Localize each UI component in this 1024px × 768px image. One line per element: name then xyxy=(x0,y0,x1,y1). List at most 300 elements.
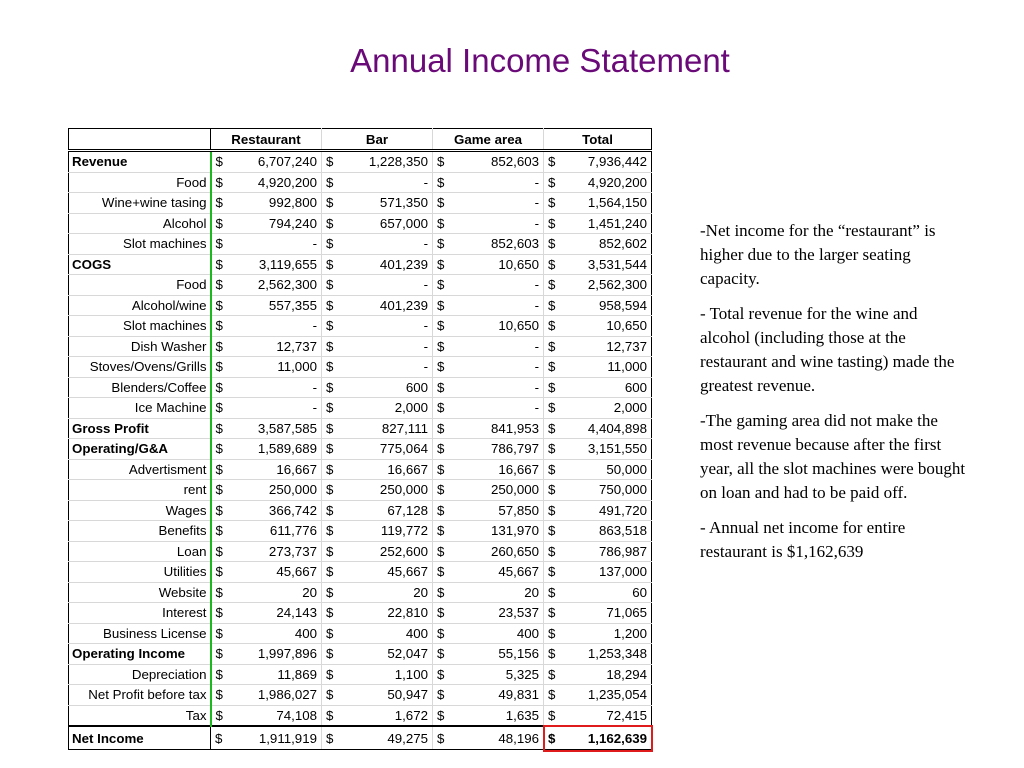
currency-symbol: $ xyxy=(211,418,227,439)
currency-symbol: $ xyxy=(433,500,449,521)
amount-cell: 20 xyxy=(449,582,544,603)
table-row xyxy=(69,664,652,685)
amount-cell: 657,000 xyxy=(338,213,433,234)
currency-symbol: $ xyxy=(211,151,227,173)
currency-symbol: $ xyxy=(211,480,227,501)
currency-symbol: $ xyxy=(544,459,560,480)
currency-symbol: $ xyxy=(544,295,560,316)
amount-cell: 1,235,054 xyxy=(560,685,652,706)
amount-cell: 250,000 xyxy=(338,480,433,501)
amount-cell: - xyxy=(227,377,322,398)
currency-symbol: $ xyxy=(322,172,338,193)
currency-symbol: $ xyxy=(211,213,227,234)
currency-symbol: $ xyxy=(322,644,338,665)
amount-cell: 827,111 xyxy=(338,418,433,439)
currency-symbol: $ xyxy=(544,603,560,624)
currency-symbol: $ xyxy=(544,213,560,234)
amount-cell: 1,200 xyxy=(560,623,652,644)
amount-cell: 400 xyxy=(449,623,544,644)
currency-symbol: $ xyxy=(211,603,227,624)
currency-symbol: $ xyxy=(433,705,449,726)
row-label: Wages xyxy=(69,500,211,521)
currency-symbol: $ xyxy=(433,275,449,296)
currency-symbol: $ xyxy=(211,398,227,419)
amount-cell: 775,064 xyxy=(338,439,433,460)
row-label: Slot machines xyxy=(69,234,211,255)
currency-symbol: $ xyxy=(433,726,449,750)
currency-symbol: $ xyxy=(433,151,449,173)
table-row xyxy=(69,500,652,521)
table-row xyxy=(69,726,652,750)
amount-cell: 571,350 xyxy=(338,193,433,214)
row-label: Food xyxy=(69,275,211,296)
amount-cell: 10,650 xyxy=(560,316,652,337)
row-label: Blenders/Coffee xyxy=(69,377,211,398)
currency-symbol: $ xyxy=(544,705,560,726)
currency-symbol: $ xyxy=(544,418,560,439)
currency-symbol: $ xyxy=(211,500,227,521)
income-statement-table xyxy=(68,128,652,750)
amount-cell: 491,720 xyxy=(560,500,652,521)
amount-cell: - xyxy=(449,295,544,316)
currency-symbol: $ xyxy=(211,172,227,193)
currency-symbol: $ xyxy=(211,644,227,665)
amount-cell: 48,196 xyxy=(449,726,544,750)
amount-cell: 1,564,150 xyxy=(560,193,652,214)
amount-cell: 1,635 xyxy=(449,705,544,726)
currency-symbol: $ xyxy=(433,377,449,398)
currency-symbol: $ xyxy=(544,521,560,542)
currency-symbol: $ xyxy=(211,705,227,726)
amount-cell: 11,000 xyxy=(227,357,322,378)
currency-symbol: $ xyxy=(544,275,560,296)
currency-symbol: $ xyxy=(211,357,227,378)
amount-cell: 841,953 xyxy=(449,418,544,439)
amount-cell: - xyxy=(338,357,433,378)
currency-symbol: $ xyxy=(211,295,227,316)
amount-cell: - xyxy=(227,316,322,337)
amount-cell: 2,000 xyxy=(338,398,433,419)
currency-symbol: $ xyxy=(544,562,560,583)
table-row xyxy=(69,295,652,316)
table-row xyxy=(69,398,652,419)
row-label: Ice Machine xyxy=(69,398,211,419)
currency-symbol: $ xyxy=(544,151,560,173)
amount-cell: 600 xyxy=(338,377,433,398)
table-row xyxy=(69,582,652,603)
amount-cell: 958,594 xyxy=(560,295,652,316)
amount-cell: 366,742 xyxy=(227,500,322,521)
currency-symbol: $ xyxy=(544,254,560,275)
currency-symbol: $ xyxy=(322,726,338,750)
amount-cell: 4,404,898 xyxy=(560,418,652,439)
row-label: Advertisment xyxy=(69,459,211,480)
amount-cell: - xyxy=(338,316,433,337)
table-row xyxy=(69,562,652,583)
table-row xyxy=(69,459,652,480)
amount-cell: 16,667 xyxy=(338,459,433,480)
currency-symbol: $ xyxy=(322,254,338,275)
amount-cell: 1,100 xyxy=(338,664,433,685)
currency-symbol: $ xyxy=(211,664,227,685)
amount-cell: 3,151,550 xyxy=(560,439,652,460)
currency-symbol: $ xyxy=(211,377,227,398)
amount-cell: 786,987 xyxy=(560,541,652,562)
amount-cell: 60 xyxy=(560,582,652,603)
row-label: Alcohol xyxy=(69,213,211,234)
amount-cell: - xyxy=(338,275,433,296)
amount-cell: 4,920,200 xyxy=(560,172,652,193)
currency-symbol: $ xyxy=(433,521,449,542)
amount-cell: 3,587,585 xyxy=(227,418,322,439)
row-label: rent xyxy=(69,480,211,501)
amount-cell: 1,228,350 xyxy=(338,151,433,173)
amount-cell: 400 xyxy=(227,623,322,644)
amount-cell: 74,108 xyxy=(227,705,322,726)
currency-symbol: $ xyxy=(322,295,338,316)
currency-symbol: $ xyxy=(544,480,560,501)
table-row xyxy=(69,172,652,193)
amount-cell: 20 xyxy=(338,582,433,603)
amount-cell: 250,000 xyxy=(227,480,322,501)
header-blank xyxy=(69,129,211,151)
amount-cell: 16,667 xyxy=(227,459,322,480)
table-row xyxy=(69,644,652,665)
amount-cell: 1,997,896 xyxy=(227,644,322,665)
currency-symbol: $ xyxy=(544,439,560,460)
amount-cell: 1,911,919 xyxy=(227,726,322,750)
amount-cell: 260,650 xyxy=(449,541,544,562)
amount-cell: 750,000 xyxy=(560,480,652,501)
currency-symbol: $ xyxy=(544,644,560,665)
amount-cell: 22,810 xyxy=(338,603,433,624)
amount-cell: - xyxy=(449,336,544,357)
currency-symbol: $ xyxy=(433,480,449,501)
currency-symbol: $ xyxy=(322,480,338,501)
amount-cell: - xyxy=(227,398,322,419)
currency-symbol: $ xyxy=(433,664,449,685)
currency-symbol: $ xyxy=(433,357,449,378)
amount-cell: 1,589,689 xyxy=(227,439,322,460)
currency-symbol: $ xyxy=(433,316,449,337)
amount-cell: 49,275 xyxy=(338,726,433,750)
amount-cell: 45,667 xyxy=(338,562,433,583)
currency-symbol: $ xyxy=(544,316,560,337)
currency-symbol: $ xyxy=(322,316,338,337)
row-label: Interest xyxy=(69,603,211,624)
currency-symbol: $ xyxy=(433,439,449,460)
currency-symbol: $ xyxy=(322,151,338,173)
amount-cell: 401,239 xyxy=(338,295,433,316)
amount-cell: 852,602 xyxy=(560,234,652,255)
currency-symbol: $ xyxy=(544,541,560,562)
currency-symbol: $ xyxy=(433,213,449,234)
amount-cell: 119,772 xyxy=(338,521,433,542)
amount-cell: 786,797 xyxy=(449,439,544,460)
currency-symbol: $ xyxy=(322,562,338,583)
amount-cell: 3,119,655 xyxy=(227,254,322,275)
amount-cell: 131,970 xyxy=(449,521,544,542)
amount-cell: 992,800 xyxy=(227,193,322,214)
amount-cell: 10,650 xyxy=(449,254,544,275)
amount-cell: 12,737 xyxy=(560,336,652,357)
page-title: Annual Income Statement xyxy=(350,42,730,79)
amount-cell: 2,000 xyxy=(560,398,652,419)
currency-symbol: $ xyxy=(544,664,560,685)
amount-cell: 273,737 xyxy=(227,541,322,562)
currency-symbol: $ xyxy=(433,603,449,624)
amount-cell: 4,920,200 xyxy=(227,172,322,193)
amount-cell: 137,000 xyxy=(560,562,652,583)
row-label: Website xyxy=(69,582,211,603)
amount-cell: 52,047 xyxy=(338,644,433,665)
row-label: Operating/G&A xyxy=(69,439,211,460)
amount-cell: - xyxy=(449,398,544,419)
currency-symbol: $ xyxy=(211,521,227,542)
currency-symbol: $ xyxy=(544,726,560,750)
amount-cell: 10,650 xyxy=(449,316,544,337)
currency-symbol: $ xyxy=(433,685,449,706)
row-label: Net Income xyxy=(69,726,211,750)
currency-symbol: $ xyxy=(211,193,227,214)
currency-symbol: $ xyxy=(544,357,560,378)
amount-cell: 45,667 xyxy=(449,562,544,583)
table-row xyxy=(69,357,652,378)
currency-symbol: $ xyxy=(322,582,338,603)
currency-symbol: $ xyxy=(433,336,449,357)
amount-cell: 250,000 xyxy=(449,480,544,501)
currency-symbol: $ xyxy=(211,582,227,603)
amount-cell: 6,707,240 xyxy=(227,151,322,173)
currency-symbol: $ xyxy=(211,234,227,255)
amount-cell: 400 xyxy=(338,623,433,644)
amount-cell: 5,325 xyxy=(449,664,544,685)
amount-cell: - xyxy=(449,193,544,214)
amount-cell: - xyxy=(338,172,433,193)
amount-cell: 252,600 xyxy=(338,541,433,562)
amount-cell: 1,451,240 xyxy=(560,213,652,234)
table-header-row xyxy=(69,129,652,151)
currency-symbol: $ xyxy=(544,398,560,419)
amount-cell: 45,667 xyxy=(227,562,322,583)
table-row xyxy=(69,541,652,562)
amount-cell: 12,737 xyxy=(227,336,322,357)
amount-cell: 611,776 xyxy=(227,521,322,542)
currency-symbol: $ xyxy=(211,541,227,562)
amount-cell: 2,562,300 xyxy=(560,275,652,296)
currency-symbol: $ xyxy=(322,275,338,296)
currency-symbol: $ xyxy=(544,193,560,214)
row-label: Tax xyxy=(69,705,211,726)
table-row xyxy=(69,521,652,542)
amount-cell: 600 xyxy=(560,377,652,398)
row-label: Loan xyxy=(69,541,211,562)
currency-symbol: $ xyxy=(544,234,560,255)
currency-symbol: $ xyxy=(322,234,338,255)
currency-symbol: $ xyxy=(322,357,338,378)
currency-symbol: $ xyxy=(322,623,338,644)
table-row xyxy=(69,336,652,357)
currency-symbol: $ xyxy=(433,234,449,255)
header-bar: Bar xyxy=(322,129,433,151)
amount-cell: 24,143 xyxy=(227,603,322,624)
amount-cell: 11,869 xyxy=(227,664,322,685)
currency-symbol: $ xyxy=(544,623,560,644)
table-row xyxy=(69,213,652,234)
table-row xyxy=(69,705,652,726)
currency-symbol: $ xyxy=(322,213,338,234)
currency-symbol: $ xyxy=(322,685,338,706)
currency-symbol: $ xyxy=(211,336,227,357)
currency-symbol: $ xyxy=(211,316,227,337)
amount-cell: - xyxy=(449,213,544,234)
currency-symbol: $ xyxy=(211,459,227,480)
table-row xyxy=(69,234,652,255)
currency-symbol: $ xyxy=(433,254,449,275)
amount-cell: 11,000 xyxy=(560,357,652,378)
currency-symbol: $ xyxy=(322,193,338,214)
table-row xyxy=(69,439,652,460)
row-label: Food xyxy=(69,172,211,193)
currency-symbol: $ xyxy=(211,275,227,296)
row-label: Dish Washer xyxy=(69,336,211,357)
currency-symbol: $ xyxy=(211,623,227,644)
currency-symbol: $ xyxy=(211,439,227,460)
currency-symbol: $ xyxy=(322,541,338,562)
currency-symbol: $ xyxy=(433,582,449,603)
currency-symbol: $ xyxy=(433,172,449,193)
amount-cell: 863,518 xyxy=(560,521,652,542)
currency-symbol: $ xyxy=(433,398,449,419)
table-row xyxy=(69,254,652,275)
table-row xyxy=(69,377,652,398)
amount-cell: 1,672 xyxy=(338,705,433,726)
currency-symbol: $ xyxy=(322,398,338,419)
amount-cell: - xyxy=(338,234,433,255)
table-row xyxy=(69,275,652,296)
amount-cell: - xyxy=(227,234,322,255)
currency-symbol: $ xyxy=(544,685,560,706)
amount-cell: 72,415 xyxy=(560,705,652,726)
amount-cell: 71,065 xyxy=(560,603,652,624)
currency-symbol: $ xyxy=(322,500,338,521)
row-label: Stoves/Ovens/Grills xyxy=(69,357,211,378)
row-label: Slot machines xyxy=(69,316,211,337)
amount-cell: 18,294 xyxy=(560,664,652,685)
currency-symbol: $ xyxy=(322,336,338,357)
currency-symbol: $ xyxy=(544,500,560,521)
currency-symbol: $ xyxy=(433,295,449,316)
amount-cell: 20 xyxy=(227,582,322,603)
currency-symbol: $ xyxy=(322,439,338,460)
notes-panel xyxy=(700,219,970,575)
table-body xyxy=(69,151,652,750)
amount-cell: 50,000 xyxy=(560,459,652,480)
table-row xyxy=(69,193,652,214)
currency-symbol: $ xyxy=(322,664,338,685)
currency-symbol: $ xyxy=(544,377,560,398)
amount-cell: 49,831 xyxy=(449,685,544,706)
note-3: -The gaming area did not make the most revenue because after the first year, all the slot machines were bought on loan and had to be paid off. xyxy=(700,411,966,502)
table-row xyxy=(69,480,652,501)
currency-symbol: $ xyxy=(211,726,227,750)
table-row xyxy=(69,685,652,706)
row-label: Benefits xyxy=(69,521,211,542)
currency-symbol: $ xyxy=(544,336,560,357)
amount-cell: 3,531,544 xyxy=(560,254,652,275)
row-label: Gross Profit xyxy=(69,418,211,439)
amount-cell: 852,603 xyxy=(449,234,544,255)
currency-symbol: $ xyxy=(322,459,338,480)
currency-symbol: $ xyxy=(544,172,560,193)
header-game-area: Game area xyxy=(433,129,544,151)
header-restaurant: Restaurant xyxy=(211,129,322,151)
row-label: Wine+wine tasing xyxy=(69,193,211,214)
note-4: - Annual net income for entire restaurant is $1,162,639 xyxy=(700,518,906,561)
amount-cell: 401,239 xyxy=(338,254,433,275)
currency-symbol: $ xyxy=(322,521,338,542)
table-row xyxy=(69,603,652,624)
amount-cell: 67,128 xyxy=(338,500,433,521)
amount-cell: 1,986,027 xyxy=(227,685,322,706)
amount-cell: 852,603 xyxy=(449,151,544,173)
row-label: Utilities xyxy=(69,562,211,583)
currency-symbol: $ xyxy=(433,623,449,644)
row-label: COGS xyxy=(69,254,211,275)
amount-cell: 16,667 xyxy=(449,459,544,480)
amount-cell: 2,562,300 xyxy=(227,275,322,296)
amount-cell: 1,162,639 xyxy=(560,726,652,750)
note-1: -Net income for the “restaurant” is higher due to the larger seating capacity. xyxy=(700,221,936,288)
currency-symbol: $ xyxy=(433,193,449,214)
row-label: Revenue xyxy=(69,151,211,173)
row-label: Operating Income xyxy=(69,644,211,665)
amount-cell: 7,936,442 xyxy=(560,151,652,173)
currency-symbol: $ xyxy=(433,562,449,583)
amount-cell: 1,253,348 xyxy=(560,644,652,665)
table-row xyxy=(69,623,652,644)
currency-symbol: $ xyxy=(322,377,338,398)
currency-symbol: $ xyxy=(211,254,227,275)
amount-cell: 794,240 xyxy=(227,213,322,234)
amount-cell: 55,156 xyxy=(449,644,544,665)
row-label: Net Profit before tax xyxy=(69,685,211,706)
currency-symbol: $ xyxy=(433,644,449,665)
currency-symbol: $ xyxy=(322,603,338,624)
currency-symbol: $ xyxy=(433,541,449,562)
amount-cell: - xyxy=(449,377,544,398)
currency-symbol: $ xyxy=(433,418,449,439)
currency-symbol: $ xyxy=(211,685,227,706)
amount-cell: - xyxy=(449,275,544,296)
income-statement-table-wrap xyxy=(68,128,648,750)
table-row xyxy=(69,418,652,439)
table-row xyxy=(69,151,652,173)
amount-cell: 557,355 xyxy=(227,295,322,316)
amount-cell: - xyxy=(449,357,544,378)
currency-symbol: $ xyxy=(322,418,338,439)
amount-cell: - xyxy=(338,336,433,357)
amount-cell: - xyxy=(449,172,544,193)
row-label: Alcohol/wine xyxy=(69,295,211,316)
note-2: - Total revenue for the wine and alcohol (including those at the restaurant and wine tasting) made the greatest revenue. xyxy=(700,304,955,395)
currency-symbol: $ xyxy=(433,459,449,480)
row-label: Depreciation xyxy=(69,664,211,685)
amount-cell: 57,850 xyxy=(449,500,544,521)
amount-cell: 50,947 xyxy=(338,685,433,706)
currency-symbol: $ xyxy=(211,562,227,583)
currency-symbol: $ xyxy=(544,582,560,603)
